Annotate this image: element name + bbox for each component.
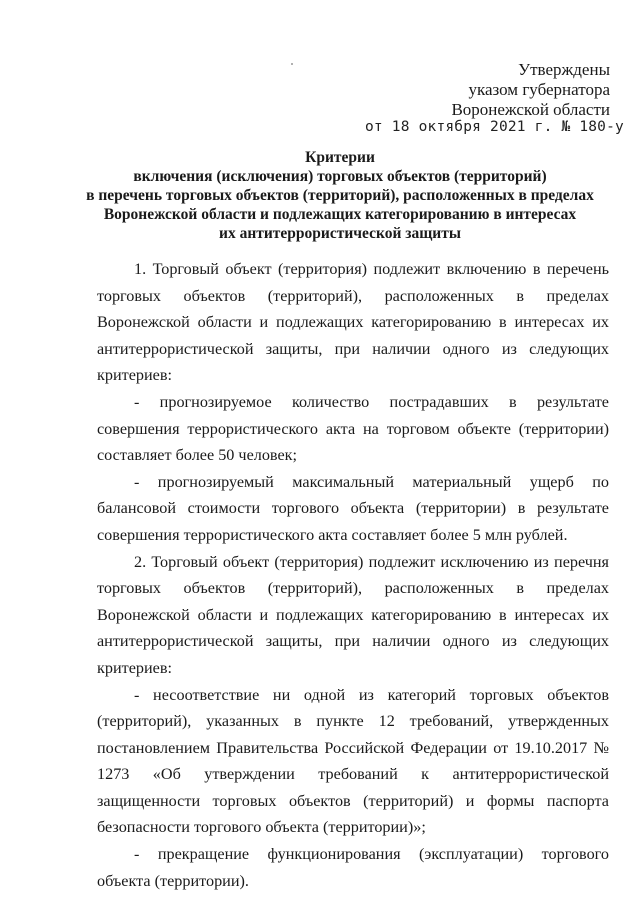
title-line-5: их антитеррористической защиты [219, 225, 461, 242]
title-line-3: в перечень торговых объектов (территорий), расположенных в пределах [86, 187, 594, 204]
title-line-1: Критерии [305, 149, 375, 166]
title-line-4: Воронежской области и подлежащих категорированию в интересах [103, 206, 577, 223]
criterion-1-1: - прогнозируемое количество пострадавших в результате совершения террористического акта на торговом объекте (территории) составляет более 50 человек; [97, 392, 609, 465]
criterion-1-2: - прогнозируемый максимальный материальный ущерб по балансовой стоимости торгового объекта (территории) в результате совершения террористического акта составляет более 5 млн рублей. [97, 472, 609, 544]
criterion-2-2: - прекращение функционирования (эксплуатации) торгового объекта (территории). [97, 845, 609, 890]
document-title [80, 148, 600, 243]
paragraph-2: 2. Торговый объект (территория) подлежит исключению из перечня торговых объектов (территорий), расположенных в пределах Воронежской области и подлежащих категорированию в интересах их антитеррористической защиты, при наличии одного из следующих критериев: [97, 552, 609, 677]
decree-date-number: от 18 октября 2021 г. № 180-у [365, 119, 624, 135]
document-body [97, 256, 609, 894]
scan-artifact [291, 63, 293, 65]
criterion-2-1: - несоответствие ни одной из категорий торговых объектов (территорий), указанных в пункте 12 требований, утвержденных постановлением Правительства Российской Федерации от 19.10.2017 № 1273 «Об утверждении требований к антитеррористической защищенности торговых объектов (территорий) и формы паспорта безопасности торгового объекта (территории)»; [97, 685, 609, 837]
approval-line-2: указом губернатора [468, 80, 610, 99]
title-line-2: включения (исключения) торговых объектов (территорий) [133, 168, 547, 185]
paragraph-1: 1. Торговый объект (территория) подлежит включению в перечень торговых объектов (территорий), расположенных в пределах Воронежской области и подлежащих категорированию в интересах их антитеррористической защиты, при наличии одного из следующих критериев: [97, 260, 609, 385]
approval-line-1: Утверждены [518, 60, 610, 79]
approval-line-3: Воронежской области [451, 100, 610, 119]
approval-stamp [451, 60, 610, 120]
